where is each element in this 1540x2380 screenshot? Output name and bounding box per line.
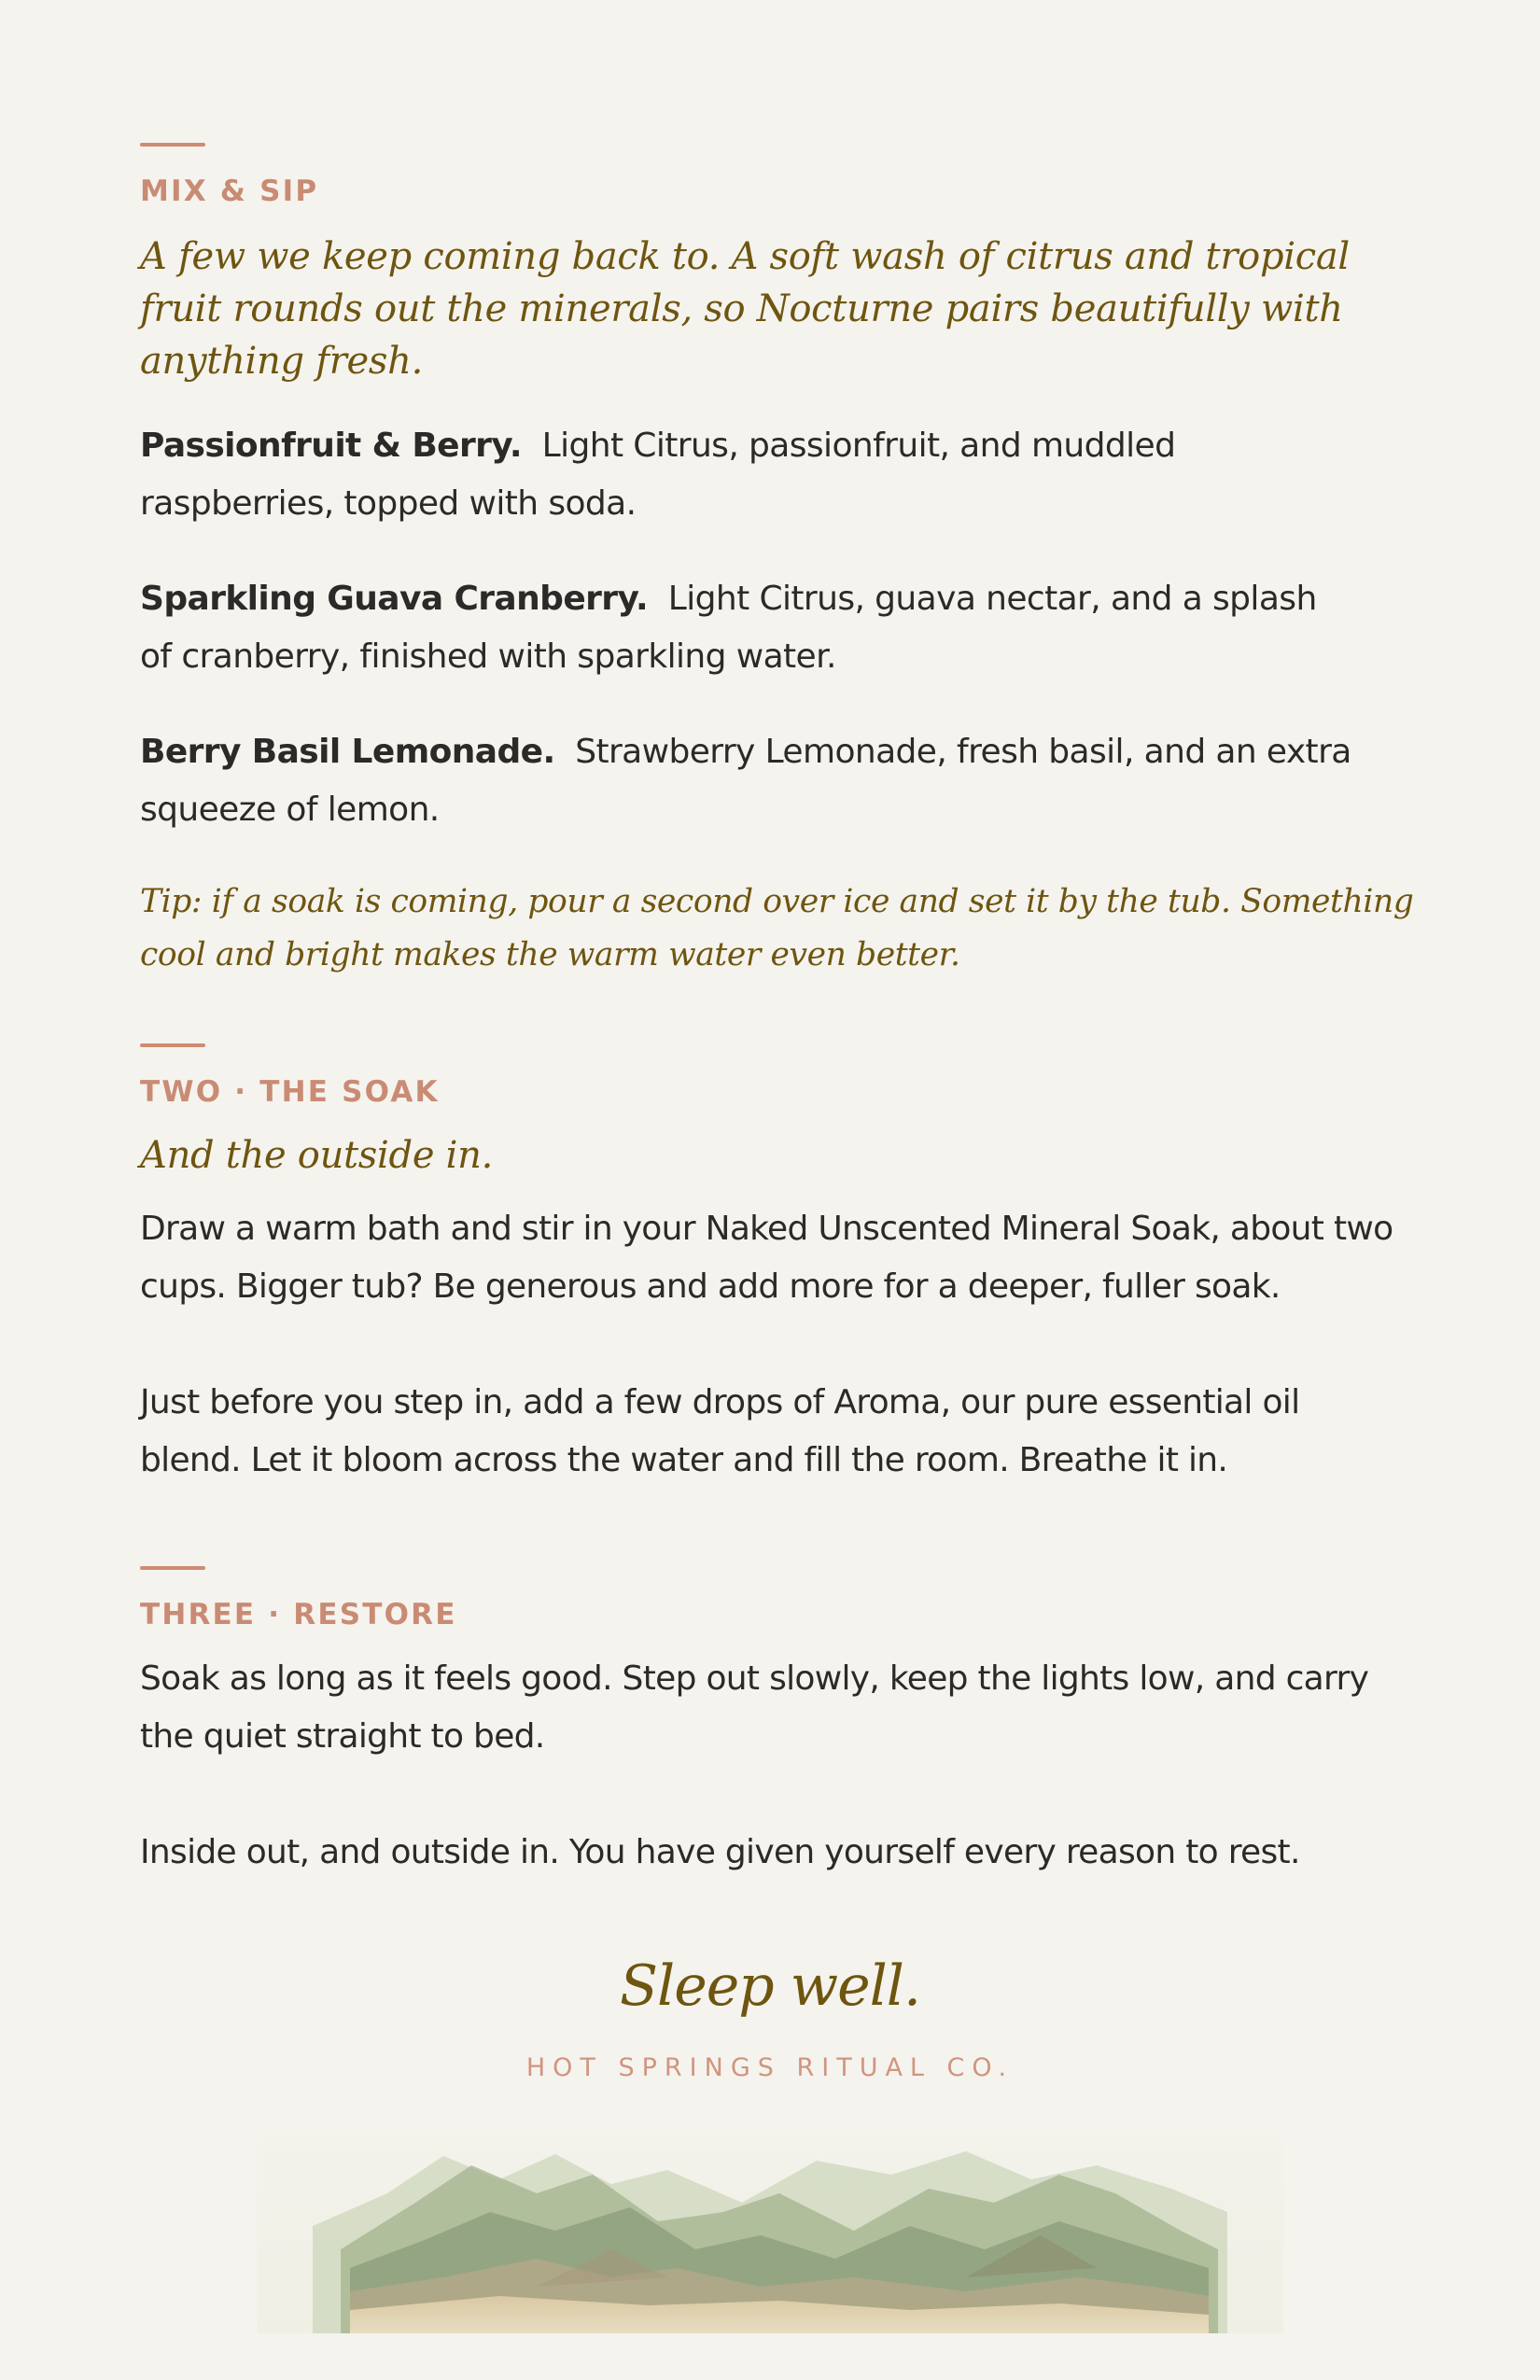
drink-name: Passionfruit & Berry. [140, 427, 522, 465]
drink-item [140, 570, 1353, 686]
tip-block [140, 875, 1419, 982]
soak-section [140, 1043, 1409, 1490]
drink-item [140, 417, 1353, 533]
section-lede: A few we keep coming back to. A soft wash of citrus and tropical fruit rounds out the minerals, so Nocturne pairs beautifully with anything fresh. [140, 235, 1350, 383]
restore-paragraph: Inside out, and outside in. You have given yourself every reason to rest. [140, 1833, 1300, 1871]
section-divider [140, 143, 205, 147]
drink-name: Berry Basil Lemonade. [140, 733, 555, 771]
restore-section [140, 1566, 1409, 1882]
drink-item [140, 723, 1353, 839]
section-divider [140, 1566, 205, 1570]
signoff-heading: Sleep well. [619, 1953, 921, 2019]
drink-name: Sparkling Guava Cranberry. [140, 580, 649, 618]
drink-description: Light Citrus, guava nectar, and a splash of cranberry, finished with sparkling water. [140, 580, 1317, 676]
section-lede: And the outside in. [140, 1134, 493, 1177]
section-eyebrow: THREE · RESTORE [140, 1598, 457, 1631]
restore-paragraph: Soak as long as it feels good. Step out slowly, keep the lights low, and carry the quiet straight to bed. [140, 1659, 1369, 1756]
section-eyebrow: TWO · THE SOAK [140, 1075, 440, 1109]
drink-description: Strawberry Lemonade, fresh basil, and an extra squeeze of lemon. [140, 733, 1351, 829]
soak-paragraph: Just before you step in, add a few drops of Aroma, our pure essential oil blend. Let it bloom across the water and fill the room. Breathe it in. [140, 1383, 1300, 1479]
mix-section [140, 143, 1409, 387]
drink-description: Light Citrus, passionfruit, and muddled raspberries, topped with soda. [140, 427, 1176, 523]
drink-list [140, 417, 1353, 839]
brand-name: HOT SPRINGS RITUAL CO. [525, 2053, 1015, 2082]
soak-paragraph: Draw a warm bath and stir in your Naked Unscented Mineral Soak, about two cups. Bigger tub? Be generous and add more for a deeper, fuller soak. [140, 1210, 1393, 1306]
watercolor-mountains-illustration [257, 2137, 1283, 2333]
section-divider [140, 1043, 205, 1047]
section-eyebrow: MIX & SIP [140, 175, 319, 208]
serving-tip: Tip: if a soak is coming, pour a second over ice and set it by the tub. Something cool and bright makes the warm water even better. [140, 883, 1414, 973]
